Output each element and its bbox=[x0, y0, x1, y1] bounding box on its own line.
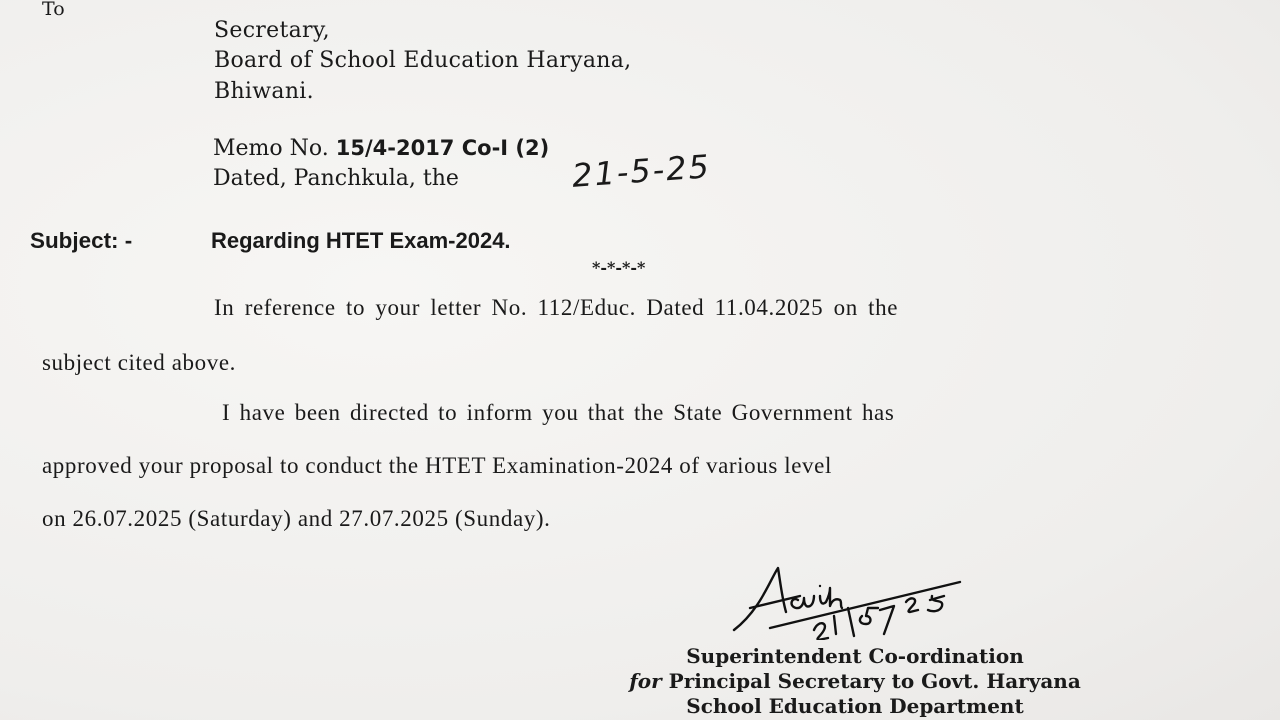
separator: *-*-*-* bbox=[592, 258, 646, 277]
recipient-organization: Board of School Education Haryana, bbox=[214, 48, 632, 73]
subject-text: Regarding HTET Exam-2024. bbox=[211, 228, 511, 253]
designation-line-1: Superintendent Co-ordination bbox=[686, 644, 1024, 668]
subject-label: Subject: - bbox=[29, 228, 133, 253]
dated-label: Dated, Panchkula, the bbox=[213, 166, 459, 191]
to-label: To bbox=[42, 0, 65, 20]
body-paragraph-2-line-3: on 26.07.2025 (Saturday) and 27.07.2025 (Sunday). bbox=[42, 506, 551, 531]
handwritten-date: 21-5-25 bbox=[570, 147, 713, 195]
body-paragraph-2-line-2: approved your proposal to conduct the HTET Examination-2024 of various level bbox=[42, 453, 832, 478]
body-paragraph-1-line-2: subject cited above. bbox=[42, 350, 237, 375]
designation-block bbox=[548, 644, 1162, 719]
body-paragraph-1-line-1: In reference to your letter No. 112/Educ. Dated 11.04.2025 on the bbox=[214, 295, 899, 320]
memo-number: 15/4-2017 Co-I (2) bbox=[335, 136, 550, 160]
recipient-title: Secretary, bbox=[214, 18, 330, 43]
signature-scribble-icon bbox=[730, 550, 970, 640]
designation-line-2-text: Principal Secretary to Govt. Haryana bbox=[668, 669, 1081, 693]
designation-line-2 bbox=[548, 669, 1162, 694]
signature bbox=[730, 550, 970, 644]
designation-for: for bbox=[629, 669, 662, 693]
memo-label: Memo No. bbox=[213, 136, 329, 161]
recipient-city: Bhiwani. bbox=[214, 79, 314, 104]
body-paragraph-2-line-1: I have been directed to inform you that the State Government has bbox=[222, 400, 895, 425]
designation-line-3: School Education Department bbox=[686, 694, 1024, 718]
memo-line bbox=[213, 136, 549, 161]
